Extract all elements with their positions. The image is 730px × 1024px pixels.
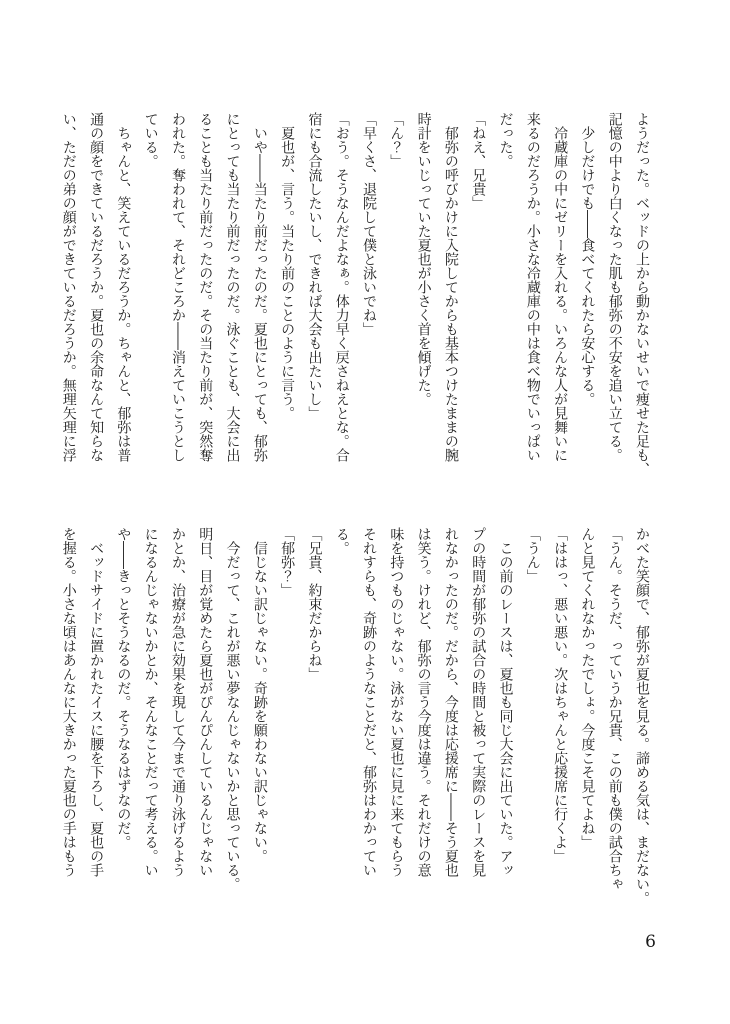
text-line: 「郁弥？」: [279, 527, 296, 597]
text-line: 少しだけでも――食べてくれたら安心する。: [579, 112, 596, 406]
text-line: だった。: [497, 112, 514, 168]
text-line: 「ねえ、兄貴」: [470, 112, 487, 210]
text-line: や――きっとそうなるのだ。そうなるはずなのだ。: [115, 527, 132, 849]
text-line: る。: [333, 527, 350, 555]
text-line: い、ただの弟の顔ができているだろうか。無理矢理に浮: [60, 112, 77, 462]
text-line: この前のレースは、夏也も同じ大会に出ていた。アッ: [497, 527, 514, 877]
text-line: 信じない訳じゃない。奇跡を願わない訳じゃない。: [251, 527, 268, 863]
text-line: 通の顔をできているだろうか。夏也の余命なんて知らな: [88, 112, 105, 462]
text-line: プの時間が郁弥の試合の時間と被って実際のレースを見: [470, 527, 487, 877]
text-line: ようだった。ベッドの上から動かないせいで痩せた足も、: [634, 112, 650, 476]
text-line: 明日、目が覚めたら夏也がぴんぴんしているんじゃない: [197, 527, 214, 877]
text-line: ちゃんと、笑えているだろうか。ちゃんと、郁弥は普: [115, 112, 132, 462]
text-line: 夏也が、言う。当たり前のことのように言う。: [279, 112, 296, 420]
text-line: にとっても当たり前だったのだ。泳ぐことも、大会に出: [224, 112, 241, 462]
text-line: いや――当たり前だったのだ。夏也にとっても、郁弥: [251, 112, 268, 462]
text-band-upper: [54, 112, 655, 490]
text-line: 時計をいじっていた夏也が小さく首を傾げた。: [415, 112, 432, 406]
text-line: かべた笑顔で、郁弥が夏也を見る。諦める気は、まだない。: [634, 527, 650, 905]
text-line: 「兄貴、約束だからね」: [306, 527, 323, 681]
text-line: 冷蔵庫の中にゼリーを入れる。いろんな人が見舞いに: [552, 112, 569, 462]
text-line: んと見てくれなかったでしょ。今度こそ見てよね」: [579, 527, 596, 849]
text-line: 「早くさ、退院して僕と泳いでね」: [361, 112, 378, 336]
text-line: れなかったのだ。だから、今度は応援席に――そう夏也: [442, 527, 459, 877]
page-number: 6: [645, 932, 656, 952]
text-line: 来るのだろうか。小さな冷蔵庫の中は食べ物でいっぱい: [524, 112, 541, 462]
text-line: 記憶の中より白くなった肌も郁弥の不安を追い立てる。: [606, 112, 623, 462]
text-line: 今だって、これが悪い夢なんじゃないかと思っている。: [224, 527, 241, 891]
text-line: 宿にも合流したいし、できれば大会も出たいし」: [306, 112, 323, 420]
text-line: 味を持つものじゃない。泳がない夏也に見に来てもらう: [388, 527, 405, 877]
text-line: 「ははっ、悪い悪い。次はちゃんと応援席に行くよ」: [552, 527, 569, 863]
text-line: 「うん。そうだ、っていうか兄貴、この前も僕の試合ちゃ: [606, 527, 623, 891]
text-line: われた。奪われて、それどころか――消えていこうとし: [169, 112, 186, 462]
text-line: ることも当たり前だったのだ。その当たり前が、突然奪: [197, 112, 214, 462]
text-line: 「おう。そうなんだよなぁ。体力早く戻さねえとな。合: [333, 112, 350, 462]
text-line: を握る。小さな頃はあんなに大きかった夏也の手はもう: [60, 527, 77, 877]
text-line: かとか、治療が急に効果を現して今まで通り泳げるよう: [169, 527, 186, 877]
text-band-lower: [54, 527, 655, 905]
text-line: 「うん」: [524, 527, 541, 583]
text-line: は笑う。けれど、郁弥の言う今度は違う。それだけの意: [415, 527, 432, 877]
text-line: ている。: [142, 112, 159, 168]
text-line: 「ん？」: [388, 112, 405, 168]
text-line: ベッドサイドに置かれたイスに腰を下ろし、夏也の手: [88, 527, 105, 877]
text-line: 郁弥の呼びかけに入院してからも基本つけたままの腕: [442, 112, 459, 462]
text-line: になるんじゃないかとか、そんなことだって考える。い: [142, 527, 159, 877]
text-line: それすらも、奇跡のようなことだと、郁弥はわかってい: [361, 527, 378, 877]
